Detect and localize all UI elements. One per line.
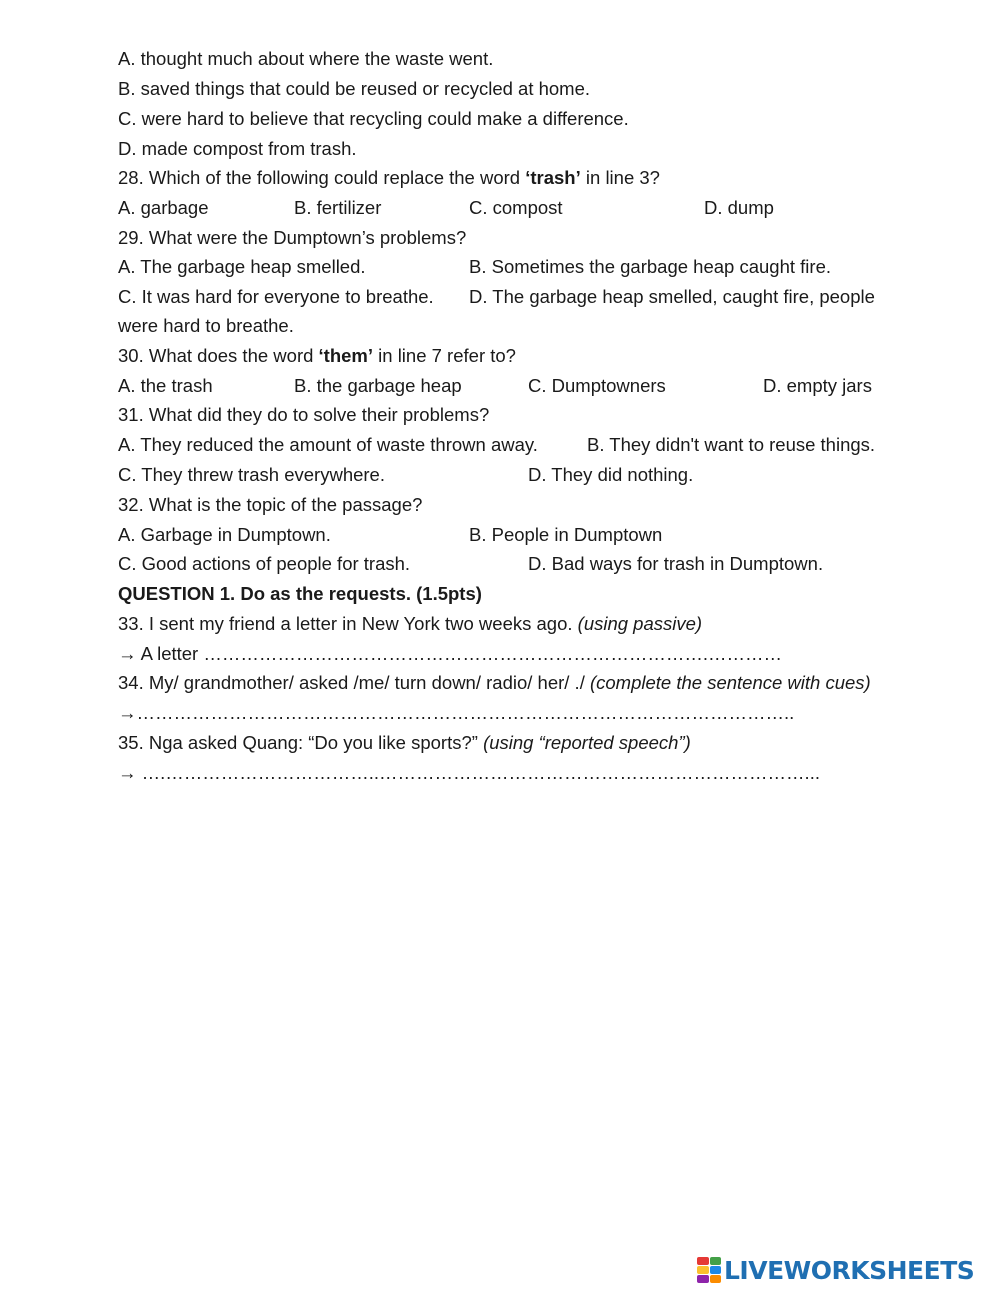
q28-question [118,163,660,193]
q30-option-d: D. empty jars [763,375,872,396]
q31-option-d: D. They did nothing. [528,464,694,485]
q30-option-c: C. Dumptowners [528,375,666,396]
q29-option-b: B. Sometimes the garbage heap caught fire. [469,256,831,277]
q29-option-d: D. The garbage heap smelled, caught fire, people [469,286,875,307]
section-heading: QUESTION 1. Do as the requests. (1.5pts) [118,583,482,604]
q35-answer-line[interactable]: → ….……………………………..……………………………………………………………... [118,762,820,783]
q32-option-b: B. People in Dumptown [469,524,663,545]
liveworksheets-brand [697,1253,974,1287]
q32-option-d: D. Bad ways for trash in Dumptown. [528,553,824,574]
q30-option-b: B. the garbage heap [294,375,462,396]
q28-option-d: D. dump [704,197,774,218]
q28-bold-word: ‘trash’ [525,167,581,188]
q28-option-a: A. garbage [118,197,209,218]
q29-option-c: C. It was hard for everyone to breathe. [118,286,434,307]
q35-prompt: 35. Nga asked Quang: “Do you like sports?” [118,732,484,753]
q30-text-after: in line 7 refer to? [373,345,516,366]
q33-question [118,609,702,639]
liveworksheets-logo-icon [697,1257,721,1283]
q27-option-b: B. saved things that could be reused or recycled at home. [118,78,591,99]
q32-option-a: A. Garbage in Dumptown. [118,524,331,545]
q30-option-a: A. the trash [118,375,213,396]
q33-prompt: 33. I sent my friend a letter in New York two weeks ago. [118,613,578,634]
q30-question [118,341,516,371]
q28-text-after: in line 3? [580,167,660,188]
q33-hint: (using passive) [577,613,703,634]
q31-option-a: A. They reduced the amount of waste thrown away. [118,434,538,455]
q30-bold-word: ‘them’ [318,345,374,366]
q32-option-c: C. Good actions of people for trash. [118,553,411,574]
q27-option-a: A. thought much about where the waste went. [118,48,494,69]
q27-option-d: D. made compost from trash. [118,138,357,159]
q34-answer-line[interactable]: →…………………………………………………………………………………………….. [118,702,795,723]
q28-text-before: 28. Which of the following could replace the word [118,167,526,188]
q35-hint-open: (using “ [483,732,545,753]
q27-option-c: C. were hard to believe that recycling could make a difference. [118,108,629,129]
brand-name: LIVEWORKSHEETS [724,1255,975,1285]
q35-hint-close: ”) [678,732,691,753]
q34-prompt: 34. My/ grandmother/ asked /me/ turn down/ radio/ her/ ./ [118,672,590,693]
q28-option-b: B. fertilizer [294,197,382,218]
q31-option-c: C. They threw trash everywhere. [118,464,385,485]
q29-option-a: A. The garbage heap smelled. [118,256,366,277]
q32-question: 32. What is the topic of the passage? [118,494,423,515]
q35-question [118,728,691,758]
q29-option-d-continued: were hard to breathe. [118,315,294,336]
q34-hint: (complete the sentence with cues) [589,672,871,693]
q31-option-b: B. They didn't want to reuse things. [587,434,876,455]
q35-hint-italic: reported speech [544,732,679,753]
q29-question: 29. What were the Dumptown’s problems? [118,227,467,248]
q30-text-before: 30. What does the word [118,345,319,366]
q33-answer-line[interactable]: → A letter ……………………………………………………………………….………… [118,643,782,664]
q34-question [118,668,871,698]
q28-option-c: C. compost [469,197,563,218]
q31-question: 31. What did they do to solve their problems? [118,404,490,425]
